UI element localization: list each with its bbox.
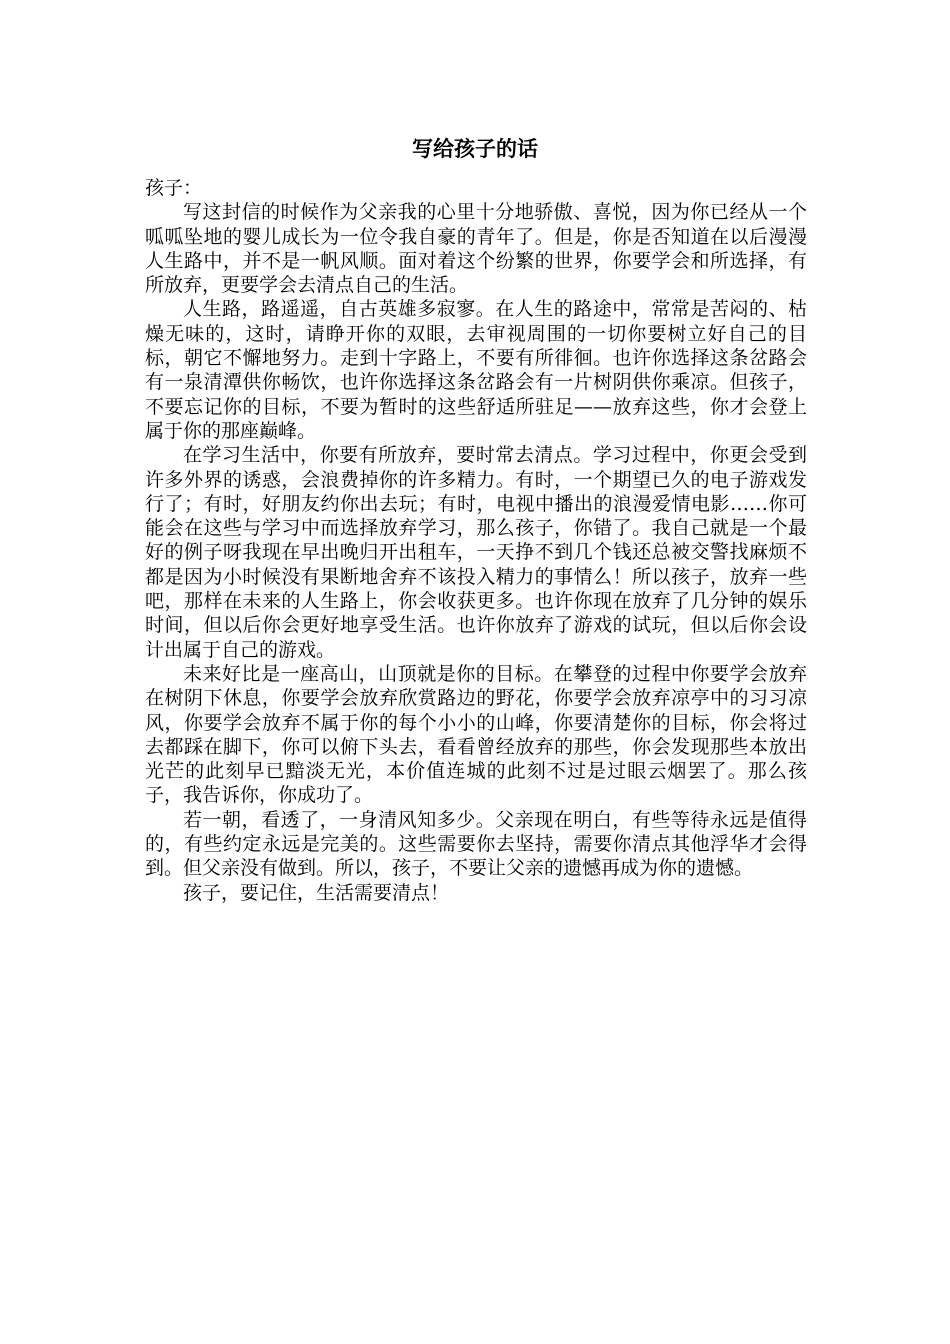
document-body [145, 176, 807, 905]
closing-line: 孩子，要记住，生活需要清点！ [183, 881, 450, 904]
paragraph-3: 在学习生活中，你要有所放弃，要时常去清点。学习过程中，你更会受到许多外界的诱惑，会浪费掉你的许多精力。有时，一个期望已久的电子游戏发行了；有时，好朋友约你出去玩；有时，电视中播出的浪漫爱情电影……你可能会在这些与学习中而选择放弃学习，那么孩子，你错了。我自己就是一个最好的例子呀我现在早出晚归开出租车，一天挣不到几个钱还总被交警找麻烦不都是因为小时候没有果断地舍弃不该投入精力的事情么！所以孩子，放弃一些吧，那样在未来的人生路上，你会收获更多。也许你现在放弃了几分钟的娱乐时间，但以后你会更好地享受生活。也许你放弃了游戏的试玩，但以后你会设计出属于自己的游戏。 [145, 444, 807, 661]
paragraph-5: 若一朝，看透了，一身清风知多少。父亲现在明白，有些等待永远是值得的，有些约定永远是完美的。这些需要你去坚持，需要你清点其他浮华才会得到。但父亲没有做到。所以，孩子，不要让父亲的遗憾再成为你的遗憾。 [145, 808, 807, 880]
paragraph-2: 人生路，路遥遥，自古英雄多寂寥。在人生的路途中，常常是苦闷的、枯燥无味的，这时，请睁开你的双眼，去审视周围的一切你要树立好自己的目标，朝它不懈地努力。走到十字路上，不要有所徘徊。也许你选择这条岔路会有一泉清潭供你畅饮，也许你选择这条岔路会有一片树阴供你乘凉。但孩子，不要忘记你的目标，不要为暂时的这些舒适所驻足——放弃这些，你才会登上属于你的那座巅峰。 [145, 298, 807, 442]
document-title: 写给孩子的话 [412, 136, 538, 161]
paragraph-1: 写这封信的时候作为父亲我的心里十分地骄傲、喜悦，因为你已经从一个呱呱坠地的婴儿成长为一位令我自豪的青年了。但是，你是否知道在以后漫漫人生路中，并不是一帆风顺。面对着这个纷繁的世界，你要学会和所选择，有所放弃，更要学会去清点自己的生活。 [145, 201, 807, 297]
salutation: 孩子： [145, 177, 203, 199]
paragraph-4: 未来好比是一座高山，山顶就是你的目标。在攀登的过程中你要学会放弃在树阴下休息，你要学会放弃欣赏路边的野花，你要学会放弃凉亭中的习习凉风，你要学会放弃不属于你的每个小小的山峰，你要清楚你的目标，你会将过去都踩在脚下，你可以俯下头去，看看曾经放弃的那些，你会发现那些本放出光芒的此刻早已黯淡无光，本价值连城的此刻不过是过眼云烟罢了。那么孩子，我告诉你，你成功了。 [145, 662, 807, 807]
